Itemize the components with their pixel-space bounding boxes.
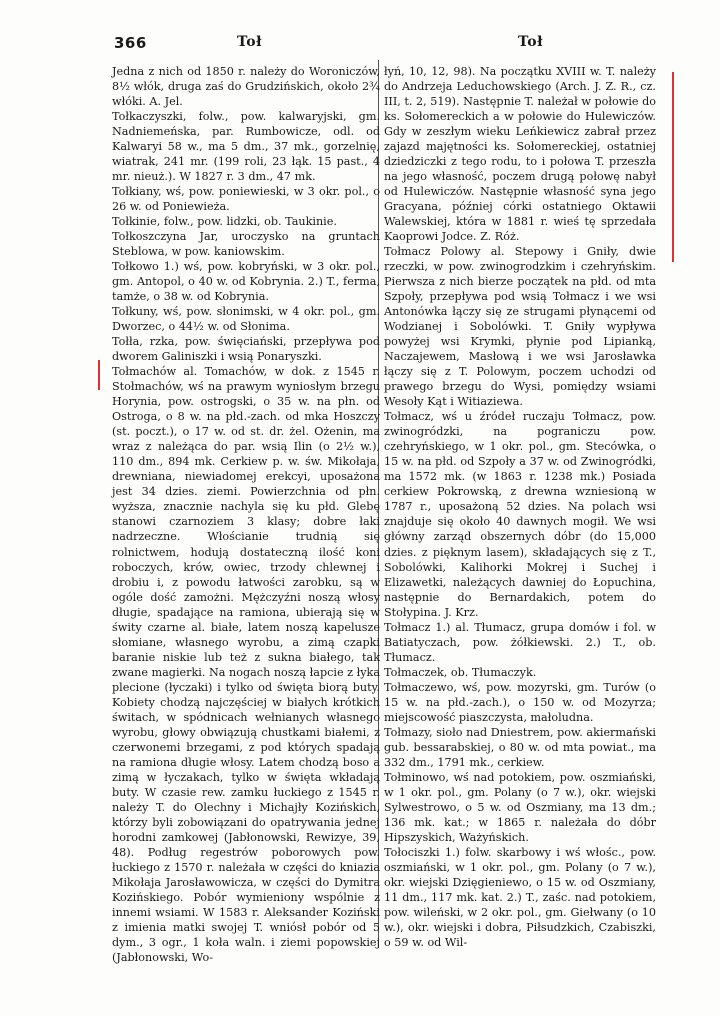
entry-tolmaczewo: Tołmaczewo, wś, pow. mozyrski, gm. Turów (o 15 w. na płd.-zach.), o 150 w. od Mozyrza; miejscowość piaszczysta, małoludna. <box>384 680 656 724</box>
running-head-right: Toł <box>518 34 544 50</box>
entry-tolla: Tołła, rzka, pow. święciański, przepływa pod dworem Galiniszki i wsią Ponaryszki. <box>112 335 380 364</box>
entry-text: Jedna z nich od 1850 r. należy do Woroniczów, 8½ włók, druga zaś do Grudzińskich, około 2¾ włóki. A. Jel. <box>112 65 380 109</box>
entry-tolmachow: Tołmachów al. Tomachów, w dok. z 1545 r. Stołmachów, wś na prawym wyniosłym brzegu Horynia, pow. ostrogski, o 35 w. na płn. od Ostroga, o 8 w. na płd.-zach. od mka Hoszczy (st. poczt.), o 17 w. od st. dr. żel. Ożenin, ma wraz z należąca do par. wsią Ilin (o 2½ w.), 110 dm., 894 mk. Cerkiew p. w. św. Mikołaja, drewniana, niewiadomej erekcyi, uposażona jest 34 dzies. ziemi. Powierzchnia od płn. wyższa, znacznie nachyla się ku płd. Glebę stanowi czarnoziem 3 klasy; dobre łaki nadrzeczne. Włościanie trudnią się rolnictwem, hodują dostateczną ilość koni roboczych, krów, owiec, trzody chlewnej i drobiu i, z powodu łatwości zarobku, są w ogóle dość zamożni. Mężczyźni noszą włosy długie, spadające na ramiona, ubierają się w świty czarne al. białe, latem noszą kapelusze słomiane, własnego wyrobu, a zimą czapki baranie niskie lub też z sukna białego, tak zwane magierki. Na nogach noszą łapcie z łyka plecione (łyczaki) i tylko od święta biorą buty. Kobiety chodzą najczęściej w białych krótkich świtach, w spódnicach wełnianych własnego wyrobu, głowy obwiązują chustkami białemi, z czerwonemi brzegami, z pod których spadają na ramiona długie włosy. Latem chodzą boso a zimą w łyczakach, tylko w święta wkładają buty. W czasie rew. zamku łuckiego z 1545 r. należy T. do Olechny i Michajły Kozińskich, którzy byli zobowiązani do opatrywania jednej horodni zamkowej (Jabłonowski, Rewizye, 39, 48). Podług regestrów poborowych pow. łuckiego z 1570 r. należała w części do kniazia Mikołaja Jarosławowicza, w części do Dymitra Kozińskiego. Pobór wymieniony wspólnie z innemi wsiami. W 1583 r. Aleksander Koziński z imienia matki swojej T. wniósł pobór od 5 dym., 3 ogr., 1 koła waln. i ziemi popowskiej (Jabłonowski, Wo- <box>112 365 380 964</box>
entry-continuation: łyń, 10, 12, 98). Na początku XVIII w. T. należy do Andrzeja Leduchowskiego (Arch. J. Z. R., cz. III, t. 2, 519). Następnie T. należał w połowie do ks. Sołomereckich a w połowie do Hulewiczów. Gdy w zeszłym wieku Leńkiewicz zabrał przez zajazd majętności ks. Sołomereckiej, ostatniej dziedziczki z tego rodu, to i połowa T. przeszła na jego własność, poczem drugą połowę nabył od Hulewiczów. Następnie własność syna jego Gracyana, później córki ostatniego Oktawii Walewskiej, która w 1881 r. wieś tę sprzedała Kaoprowi Jodce. Z. Róż. <box>384 65 656 244</box>
entry-tolkowo: Tołkowo 1.) wś, pow. kobryński, w 3 okr. pol., gm. Antopol, o 40 w. od Kobrynia. 2.) T., ferma, tamże, o 38 w. od Kobrynia. <box>112 260 380 304</box>
entry-tolmazy: Tołmazy, sioło nad Dniestrem, pow. akiermański gub. bessarabskiej, o 80 w. od mta powiat., ma 332 dm., 1791 mk., cerkiew. <box>384 725 656 769</box>
left-column <box>112 64 380 965</box>
entry-tolkoszczyna-jar: Tołkoszczyna Jar, uroczysko na gruntach Steblowa, w pow. kaniowskim. <box>112 230 380 259</box>
margin-marker-right <box>672 72 674 262</box>
margin-marker-left <box>98 360 100 390</box>
entry-tolkiany: Tołkiany, wś, pow. poniewieski, w 3 okr. pol., o 26 w. od Poniewieża. <box>112 185 380 214</box>
entry-tolkuny: Tołkuny, wś, pow. słonimski, w 4 okr. pol., gm. Dworzec, o 44½ w. od Słonima. <box>112 305 380 334</box>
entry-tolmaczek: Tołmaczek, ob. Tłumaczyk. <box>384 665 537 679</box>
entry-tolkaczyszki: Tołkaczyszki, folw., pow. kalwaryjski, gm. Nadniemeńska, par. Rumbowicze, odl. od Kalwaryi 58 w., ma 5 dm., 37 mk., gorzelnię, wiatrak, 241 mr. (199 roli, 23 łąk. 15 past., 4 mr. nieuż.). W 1827 r. 3 dm., 47 mk. <box>112 110 380 184</box>
running-head-left: Toł <box>237 34 263 50</box>
entry-tolmacz-tlumacz: Tołmacz 1.) al. Tłumacz, grupa domów i fol. w Batiatyczach, pow. żółkiewski. 2.) T., ob. Tłumacz. <box>384 620 656 664</box>
entry-tolminowo: Tołminowo, wś nad potokiem, pow. oszmiański, w 1 okr. pol., gm. Polany (o 7 w.), okr. wiejski Sylwestrowo, o 5 w. od Oszmiany, ma 13 dm.; 136 mk. kat.; w 1865 r. należała do dóbr Hipszyskich, Ważyńskich. <box>384 770 656 844</box>
entry-tolmacz-polowy: Tołmacz Polowy al. Stepowy i Gniły, dwie rzeczki, w pow. zwinogrodzkim i czehryńskim. Pierwsza z nich bierze początek na płd. od mta Szpoły, przepływa pod wsią Tołmacz i we wsi Antonówka łączy się ze strugami płynącemi od Wodzianej i Sobolówki. T. Gniły wypływa powyżej wsi Krymki, płynie pod Lipianką, Naczajewem, Masłową i we wsi Jarosławka łączy się z T. Polowym, poczem uchodzi od prawego brzegu do Wysi, pomiędzy wsiami Wesoły Kąt i Witiaziewa. <box>384 245 656 409</box>
page-number: 366 <box>114 34 147 52</box>
right-column <box>384 64 656 950</box>
entry-tolociszki: Tołociszki 1.) folw. skarbowy i wś włośc., pow. oszmiański, w 1 okr. pol., gm. Polany (o 7 w.), okr. wiejski Dzięgieniewo, o 15 w. od Oszmiany, 11 dm., 117 mk. kat. 2.) T., zaśc. nad potokiem, pow. wileński, w 2 okr. pol., gm. Giełwany (o 10 w.), okr. wiejski i dobra, Piłsudzkich, Czabiszki, o 59 w. od Wil- <box>384 845 656 949</box>
entry-tolmacz-ws: Tołmacz, wś u źródeł ruczaju Tołmacz, pow. zwinogródzki, na pograniczu pow. czehryńskiego, w 1 okr. pol., gm. Stecówka, o 15 w. na płd. od Szpoły a 37 w. od Zwinogródki, ma 1572 mk. (w 1863 r. 1238 mk.) Posiada cerkiew Pokrowską, z drewna wzniesioną w 1787 r., uposażoną 52 dzies. Na polach wsi znajduje się około 40 dawnych mogił. We wsi główny zarząd obszernych dóbr (do 15,000 dzies. z pięknym lasem), składających się z T., Sobolówki, Kalihorki Mokrej i Suchej i Elizawetki, należących dawniej do Łopuchina, następnie do Bernardakich, potem do Stołypina. J. Krz. <box>384 410 656 619</box>
entry-tolkinie: Tołkinie, folw., pow. lidzki, ob. Taukinie. <box>112 215 337 229</box>
